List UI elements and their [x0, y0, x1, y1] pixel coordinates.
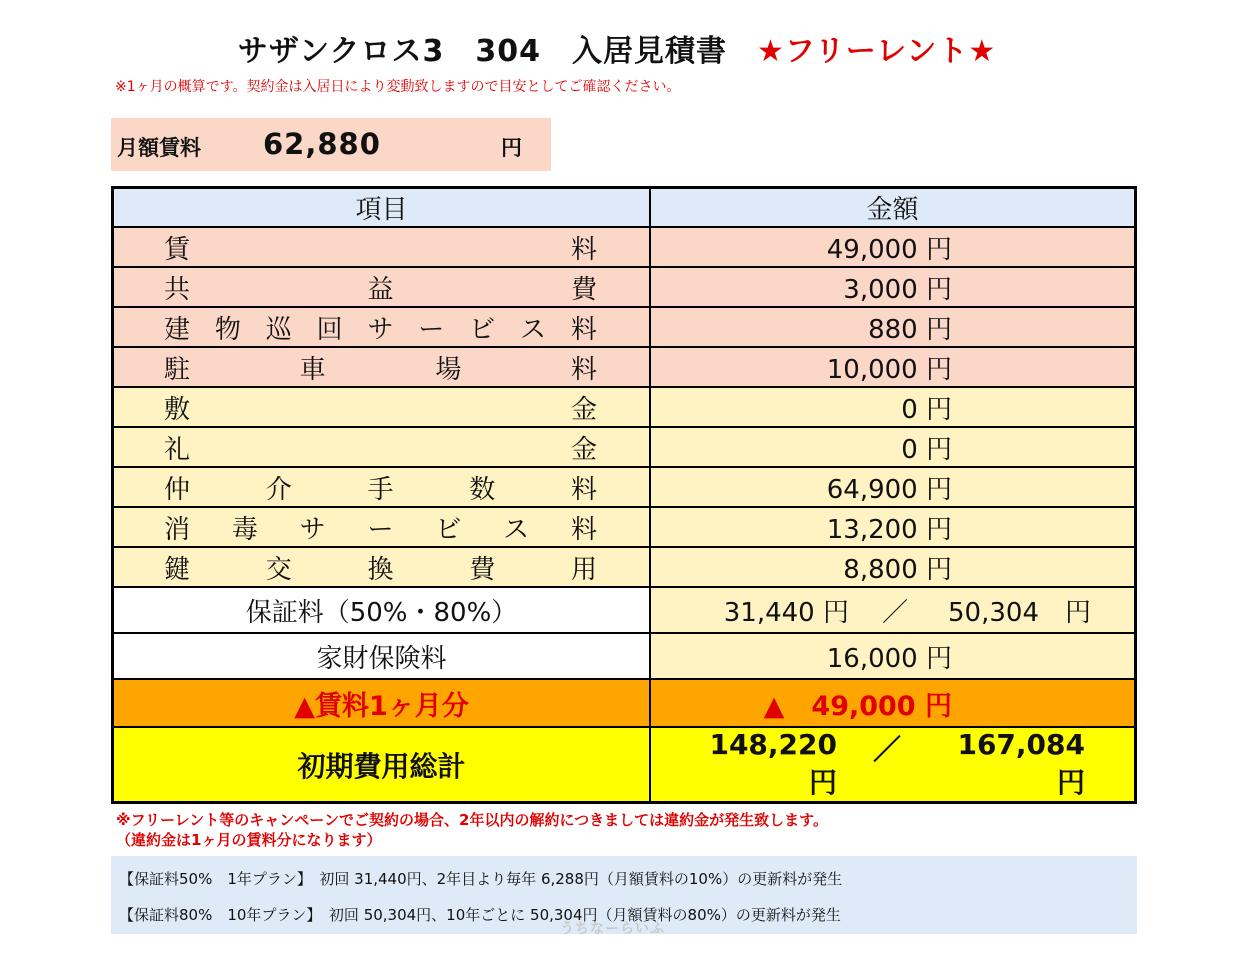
monthly-rent-unit: 円 — [501, 136, 522, 160]
row-label-char: ビ — [469, 314, 496, 345]
penalty-note-line1: ※フリーレント等のキャンペーンでご契約の場合、2年以内の解約につきましては違約金が発生致します。 — [116, 811, 828, 829]
row-amount: 3,000 円 — [650, 267, 1136, 307]
row-label-char: 用 — [570, 554, 597, 585]
free-rent-amount: ▲ 49,000 円 — [650, 679, 1136, 727]
row-label-char: 換 — [367, 554, 394, 585]
page-title — [0, 26, 1234, 70]
row-label-char: 敷 — [164, 394, 191, 425]
row-label — [113, 387, 651, 427]
row-label — [113, 267, 651, 307]
guarantee-row — [113, 587, 1136, 633]
total-amount-80: 167,084 円 — [957, 728, 1085, 799]
header-item: 項目 — [113, 188, 651, 228]
row-label-char: 料 — [570, 514, 597, 545]
watermark: うちなーらいふ — [560, 921, 665, 937]
header-amount: 金額 — [650, 188, 1136, 228]
row-amount: 64,900 円 — [650, 467, 1136, 507]
row-label-char: ー — [418, 314, 445, 345]
table-row — [113, 347, 1136, 387]
estimate-table — [111, 186, 1137, 804]
row-amount: 8,800 円 — [650, 547, 1136, 587]
row-label — [113, 347, 651, 387]
row-label-char: 駐 — [164, 354, 191, 385]
row-label-char: サ — [367, 314, 394, 345]
table-row — [113, 307, 1136, 347]
penalty-note — [116, 810, 828, 850]
row-label-char: 料 — [570, 314, 597, 345]
row-label — [113, 427, 651, 467]
plan-50: 【保証料50% 1年プラン】 初回 31,440円、2年目より毎年 6,288円（月額賃料の10%）の更新料が発生 — [119, 870, 843, 888]
row-label-char: 消 — [164, 514, 191, 545]
table-row — [113, 227, 1136, 267]
free-rent-label: ▲賃料1ヶ月分 — [113, 679, 651, 727]
row-label-char: 費 — [570, 274, 597, 305]
insurance-amount: 16,000 円 — [650, 633, 1136, 679]
row-label-char: 介 — [265, 474, 292, 505]
row-label — [113, 467, 651, 507]
row-label — [113, 307, 651, 347]
row-amount: 13,200 円 — [650, 507, 1136, 547]
row-label-char: ー — [367, 514, 394, 545]
row-amount: 49,000 円 — [650, 227, 1136, 267]
row-amount: 10,000 円 — [650, 347, 1136, 387]
guarantee-amount-50: 31,440 円 — [723, 597, 849, 628]
monthly-rent-box — [111, 118, 551, 171]
row-label-char: ビ — [435, 514, 462, 545]
row-label — [113, 507, 651, 547]
total-label: 初期費用総計 — [113, 727, 651, 803]
row-label-char: 回 — [316, 314, 343, 345]
row-label-char: ス — [520, 314, 547, 345]
row-label-char: 共 — [164, 274, 191, 305]
row-label-char: 益 — [367, 274, 394, 305]
total-amounts — [650, 727, 1136, 803]
monthly-rent-label: 月額賃料 — [117, 136, 201, 160]
table-row — [113, 267, 1136, 307]
row-label-char: 建 — [164, 314, 191, 345]
guarantee-amounts — [650, 587, 1136, 633]
insurance-label: 家財保険料 — [113, 633, 651, 679]
row-label-char: 交 — [265, 554, 292, 585]
estimate-note: ※1ヶ月の概算です。契約金は入居日により変動致しますので目安としてご確認ください。 — [115, 79, 681, 95]
row-label-char: 数 — [469, 474, 496, 505]
row-label-char: 毒 — [231, 514, 258, 545]
free-rent-row — [113, 679, 1136, 727]
row-label — [113, 547, 651, 587]
row-label-char: 鍵 — [164, 554, 191, 585]
total-row — [113, 727, 1136, 803]
row-label-char: サ — [299, 514, 326, 545]
free-rent-badge: ★フリーレント★ — [757, 34, 997, 69]
plan-80: 【保証料80% 10年プラン】 初回 50,304円、10年ごとに 50,304円（月額賃料の80%）の更新料が発生 — [119, 906, 841, 924]
title-text: サザンクロス3 304 入居見積書 — [237, 34, 728, 69]
table-row — [113, 507, 1136, 547]
row-label-char: ス — [503, 514, 530, 545]
row-label-char: 金 — [570, 394, 597, 425]
row-label-char: 礼 — [164, 434, 191, 465]
total-amount-50: 148,220 円 — [709, 728, 837, 799]
row-label-char: 料 — [570, 474, 597, 505]
row-label-char: 料 — [570, 234, 597, 265]
insurance-row — [113, 633, 1136, 679]
table-row — [113, 467, 1136, 507]
row-label-char: 賃 — [164, 234, 191, 265]
row-label-char: 費 — [469, 554, 496, 585]
guarantee-amount-80: 50,304 円 — [948, 597, 1091, 628]
row-label-char: 物 — [214, 314, 241, 345]
row-label — [113, 227, 651, 267]
monthly-rent-value: 62,880 — [263, 127, 381, 161]
row-label-char: 巡 — [265, 314, 292, 345]
guarantee-label: 保証料（50%・80%） — [113, 587, 651, 633]
penalty-note-line2: （違約金は1ヶ月の賃料分になります） — [116, 831, 382, 849]
row-label-char: 金 — [570, 434, 597, 465]
row-label-char: 料 — [570, 354, 597, 385]
row-amount: 0 円 — [650, 387, 1136, 427]
table-row — [113, 547, 1136, 587]
row-amount: 0 円 — [650, 427, 1136, 467]
row-label-char: 場 — [435, 354, 462, 385]
table-row — [113, 427, 1136, 467]
table-row — [113, 387, 1136, 427]
separator: ／ — [872, 733, 901, 766]
row-label-char: 車 — [299, 354, 326, 385]
separator: ／ — [881, 597, 908, 628]
table-header-row — [113, 188, 1136, 228]
row-amount: 880 円 — [650, 307, 1136, 347]
row-label-char: 仲 — [164, 474, 191, 505]
row-label-char: 手 — [367, 474, 394, 505]
